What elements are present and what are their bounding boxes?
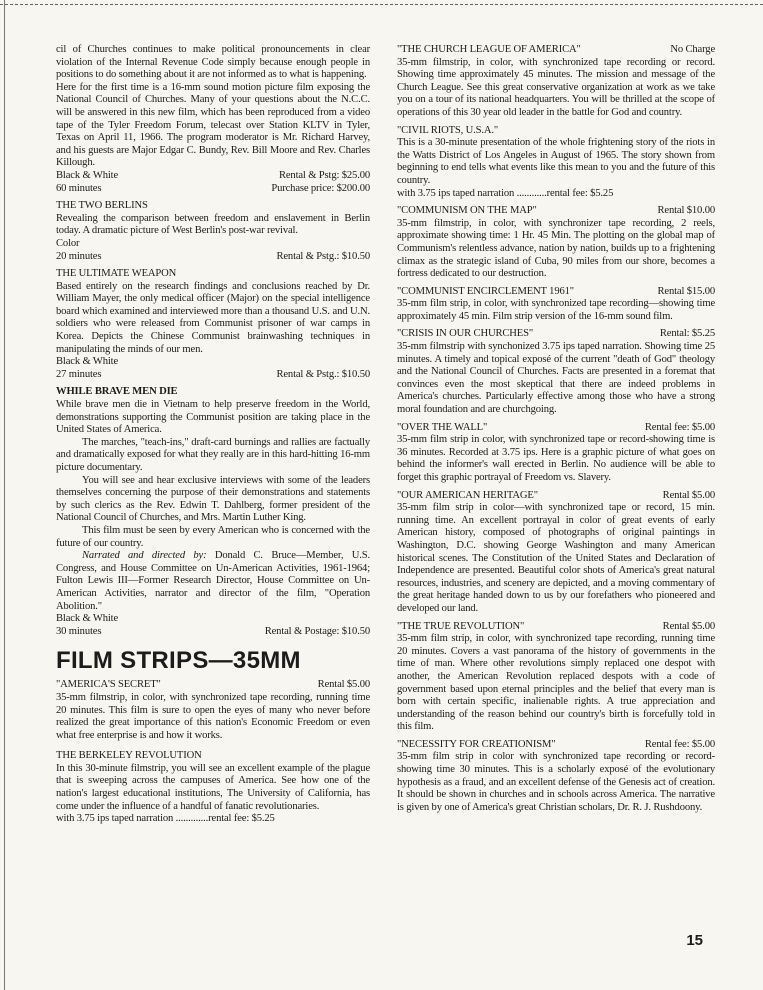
spec-row: 30 minutes Rental & Postage: $10.50 (56, 625, 370, 637)
film-title-row (397, 422, 715, 435)
film-description: The marches, "teach-ins," draft-card burnings and rallies are factually and dramatically exposed for what they really are in this hard-hitting 16-mm picture documentary. (56, 436, 370, 473)
film-title: WHILE BRAVE MEN DIE (56, 386, 178, 398)
film-title-row (397, 125, 715, 138)
film-description: This is a 30-minute presentation of the whole frightening story of the riots in the Watts District of Los Angeles in August of 1965. The story shown from beginning to end tells what events like this mean to you and the future of this country. (397, 137, 715, 186)
top-border (0, 4, 763, 5)
film-color: Black & White (56, 356, 118, 368)
intro-paragraph: cil of Churches continues to make political pronouncements in clear violation of the Internal Revenue Code simply because enough people in positions to do something about it are not informed as to what is happening. (56, 44, 370, 81)
film-description: 35-mm film strip in color with synchronized tape recording or record-showing time 30 minutes. This is a scholarly exposé of the evolutionary hypothesis as a fraud, and an excellent defense of the Genesis act of creation. It should be shown in churches and in schools across America. The narrative is given by one of America's great Christian scholars, Dr. R. J. Rushdoony. (397, 751, 715, 813)
film-title: "OUR AMERICAN HERITAGE" (397, 489, 538, 501)
film-title: "THE TRUE REVOLUTION" (397, 620, 525, 632)
left-border (4, 0, 5, 990)
spec-row: Black & White Rental & Pstg: $25.00 (56, 169, 370, 181)
film-title: "CRISIS IN OUR CHURCHES" (397, 328, 534, 340)
film-title-row (397, 739, 715, 752)
film-description: 35-mm filmstrip, in color, with synchronized tape recording, running time 20 minutes. This film is sure to open the eyes of many who never before realized the great importance of this nation's Economic Freedom or even what free enterprise is and how it works. (56, 691, 370, 741)
section-title: FILM STRIPS—35MM (56, 647, 301, 675)
intro-paragraph: Here for the first time is a 16-mm sound motion picture film exposing the National Council of Churches. Many of your questions about the N.C.C. will be answered in this new film, which has been reproduced from a video tape of the Tyler Freedom Forum, telecast over Station KLTV in Tyler, Texas on April 11, 1966. The program moderator is Mr. Richard Harvey, and his guests are Major Edgar C. Bundy, Rev. Bill Moore and Rev. Charles Killough. (56, 81, 370, 169)
film-description: 35-mm filmstrip with synchonized 3.75 ips taped narration. Showing time 25 minutes. A timely and topical exposé of the current "death of God" theology and the National Council of Churches. Facts are presented in a foremat that convinces even the most skeptical that there are indeed problems in America's churches. Particularly effective among those who have a strong moral foundation and are churchgoing. (397, 341, 715, 416)
film-title-row (397, 286, 715, 299)
right-column (397, 44, 715, 814)
film-color: Black & White (56, 613, 118, 625)
film-title: "CIVIL RIOTS, U.S.A." (397, 124, 499, 136)
film-price: No Charge (670, 44, 715, 55)
film-title-row (397, 205, 715, 218)
film-title: THE TWO BERLINS (56, 200, 148, 212)
film-rental-line: with 3.75 ips taped narration .............rental fee: $5.25 (56, 813, 275, 825)
film-title: THE ULTIMATE WEAPON (56, 268, 177, 280)
film-rental-line: with 3.75 ips taped narration ............rental fee: $5.25 (397, 187, 614, 199)
film-description: 35-mm film strip, in color, with synchronized tape recording—showing time approximately 45 min. Film strip version of the 16-mm sound film. (397, 298, 715, 322)
film-title-row (397, 490, 715, 503)
film-title-row (397, 621, 715, 634)
film-price: Rental $5.00 (662, 620, 715, 632)
film-description: While brave men die in Vietnam to help preserve freedom in the World, demonstrations supporting the Communist position are taking place in the United States of America. (56, 399, 370, 436)
film-title: "NECESSITY FOR CREATIONISM" (397, 738, 556, 750)
film-title: "THE CHURCH LEAGUE OF AMERICA" (397, 44, 581, 55)
left-column (56, 44, 370, 826)
film-title: THE BERKELEY REVOLUTION (56, 750, 202, 762)
film-price: Rental $15.00 (657, 285, 715, 297)
page-number: 15 (686, 932, 703, 949)
film-title-row (397, 328, 715, 341)
film-description: 35-mm filmstrip, in color, with synchronizer tape recording, 2 reels, approximate showing time: 1 Hr. 45 Min. The plotting on the global map of Communism's relentless advance, nation by nation, builds up to a frightening climax as the strategic island of Cuba, 90 miles from our shore, becomes a fortress dedicated to our destruction. (397, 217, 715, 280)
film-description: 35-mm film strip, in color, with synchronized tape recording, running time 20 minutes. Covers a vast panorama of the history of governments in the time of man. Where other revolutions simply replaced one despot with another, the American Revolution replaced despots with a code of government based upon eternal principles and the belief that every man is born with certain specific, inalienable rights. A true appreciation and understanding of the reason behind our country's birth is forcefully told in this film. (397, 633, 715, 733)
spec-row: 20 minutes Rental & Pstg.: $10.50 (56, 250, 370, 262)
film-color: Color (56, 237, 80, 249)
spec-row: 27 minutes Rental & Pstg.: $10.50 (56, 368, 370, 380)
film-description: 35-mm filmstrip, in color, with synchronized tape recording or record. Showing time approximately 45 minutes. The mission and message of the Church League. See this great conservative organization at work as we take you on a tour of its national headquarters. You will be thrilled at the scope of operations of this 30 year old leader in the battle for God and country. (397, 56, 715, 118)
film-description: You will see and hear exclusive interviews with some of the leaders themselves concerning the purpose of their demonstrations and statements by such clerics as the Rev. Edwin T. Dahlberg, former president of the National Council of Churches, and Mrs. Martin Luther King. (56, 474, 370, 524)
narration-credit: Narrated and directed by: Donald C. Bruce—Member, U.S. Congress, and House Committee on Un-American Activities, 1961-1964; Fulton Lewis III—Former Research Director, House Committee on Un-American Activities, narrator and director of the film, "Operation Abolition." (56, 550, 370, 612)
film-description: This film must be seen by every American who is concerned with the future of our country. (56, 524, 370, 549)
film-title: "OVER THE WALL" (397, 421, 488, 433)
filmstrip-list (397, 44, 715, 814)
film-description: In this 30-minute filmstrip, you will see an excellent example of the plague that is sweeping across the campuses of America. See how one of the nation's largest educational institutions, The University of California, has come under the influence of a handful of fanatic revolutionaries. (56, 762, 370, 812)
spec-row: 60 minutes Purchase price: $200.00 (56, 182, 370, 194)
film-price: Rental: $5.25 (659, 328, 715, 340)
film-description: 35-mm film strip in color—with synchronized tape or record, 15 min. running time. An excellent portrayal in color of great events of early American history, composed of photographs of original paintings in Washington, D.C. showing George Washington and many American historical scenes. The Constitution of the United States and Declaration of Independence are presented. Beautiful color shots of America's great natural resources, industries, and scenery are depicted, and a moving commentary of the great heritage handed down to us by our forefathers who pioneered and developed our land. (397, 502, 715, 614)
film-title-row (397, 44, 715, 57)
film-price: Rental fee: $5.00 (644, 738, 715, 750)
film-title-row: "AMERICA'S SECRET" Rental $5.00 (56, 679, 370, 691)
film-description: Based entirely on the research findings and conclusions reached by Dr. William Mayer, the only medical officer (Major) on the special intelligence board which examined and interviewed more than a thousand U.S. and U.N. soldiers who were released from Communist prisoner of war camps in Korea. Depicts the Chinese Communist brainwashing techniques in manipulating the minds of our men. (56, 280, 370, 355)
film-title: "COMMUNISM ON THE MAP" (397, 205, 537, 217)
film-price: Rental $10.00 (657, 205, 715, 217)
film-price: Rental $5.00 (662, 489, 715, 501)
film-description: Revealing the comparison between freedom and enslavement in Berlin today. A dramatic picture of West Berlin's post-war revival. (56, 212, 370, 237)
film-title: "COMMUNIST ENCIRCLEMENT 1961" (397, 285, 574, 297)
film-price: Rental fee: $5.00 (644, 421, 715, 433)
film-description: 35-mm film strip in color, with synchronized tape or record-showing time is 36 minutes. Recorded at 3.75 ips. Here is a graphic picture of what goes on behind the informer's wall erected in Berlin. No audience will be able to forget this graphic portrayal of Freedom vs. Slavery. (397, 434, 715, 483)
